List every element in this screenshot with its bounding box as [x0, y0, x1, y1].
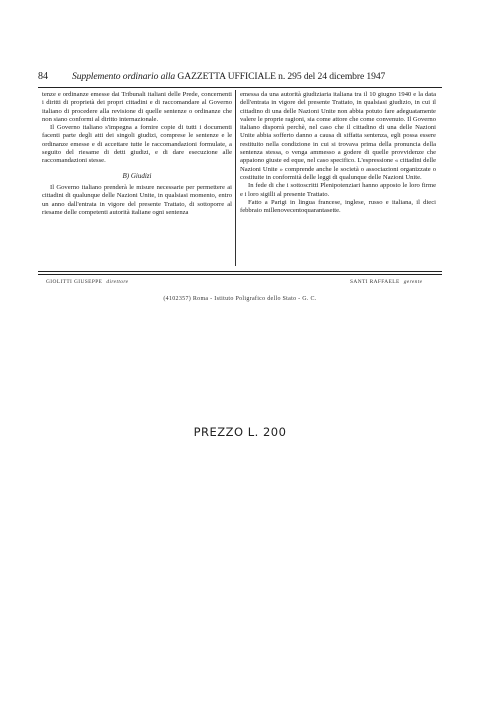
- manager-signature: [350, 279, 422, 285]
- right-paragraph-3: Fatto a Parigi in lingua francese, inglese, russo e italiana, il dieci febbraio millenovecentoquarantasette.: [240, 198, 436, 215]
- footer-rule-1: [38, 271, 442, 272]
- section-title: B) Giudizi: [122, 171, 152, 180]
- director-role: direttore: [106, 279, 129, 285]
- header-title: [72, 70, 385, 84]
- director-name: GIOLITTI GIUSEPPE: [46, 279, 103, 285]
- page-header: [38, 70, 442, 84]
- right-column: [240, 91, 436, 215]
- header-rule: [38, 87, 442, 88]
- left-paragraph-1: tenze e ordinanze emesse dai Tribunali italiani delle Prede, concernenti i diritti di proprietà dei propri cittadini e di raccomandare al Governo italiano di procedere alla revisione di quelle sentenze o ordinanze che non siano conformi al diritto internazionale.: [42, 91, 232, 123]
- page-number: 84: [38, 71, 48, 82]
- gazette-title: GAZZETTA UFFICIALE n. 295 del 24 dicembre 1947: [177, 71, 386, 82]
- left-column: [42, 91, 232, 217]
- printer-line: (4102357) Roma - Istituto Poligrafico dello Stato - G. C.: [163, 296, 317, 302]
- left-paragraph-2: Il Governo italiano s'impegna a fornire copie di tutti i documenti facenti parte degli atti dei singoli giudizi, comprese le sentenze e le ordinanze emesse e di accettare tutte le raccomandazioni formulate, a seguito del riesame di detti giudizi, e di dare esecuzione alle raccomandazioni stesse.: [42, 124, 232, 165]
- manager-name: SANTI RAFFAELE: [350, 279, 400, 285]
- price-label: PREZZO L. 200: [193, 425, 287, 439]
- manager-role: gerente: [403, 279, 423, 285]
- footer-rule-2: [38, 274, 442, 275]
- section-paragraph: Il Governo italiano prenderà le misure necessarie per permettere ai cittadini di qualunque delle Nazioni Unite, in qualsiasi momento, entro un anno dall'entrata in vigore del presente Trattato, di sottoporre al riesame delle competenti autorità italiane ogni sentenza: [42, 183, 232, 216]
- supplement-label: Supplemento ordinario alla: [72, 71, 176, 82]
- right-paragraph-1: emessa da una autorità giudiziaria italiana tra il 10 giugno 1940 e la data dell'entrata in vigore del presente Trattato, in qualsiasi giudizio, in cui il cittadino di una delle Nazioni Unite non abbia potuto fare adeguatamente valere le proprie ragioni, sia come attore che come convenuto. Il Governo italiano disporrà perchè, nel caso che il cittadino di una delle Nazioni Unite abbia sofferto danno a causa di siffatta sentenza, egli possa essere restituito nella condizione in cui si trovava prima della pronuncia della sentenza stessa, o venga ammesso a godere di quelle provvidenze che appaiono giuste ed eque, nel caso specifico. L'espressione « cittadini delle Nazioni Unite » comprende anche le società o associazioni organizzate o costituite in conformità delle leggi di qualunque delle Nazioni Unite.: [240, 91, 436, 181]
- director-signature: [46, 279, 128, 285]
- column-divider: [235, 90, 236, 266]
- right-paragraph-2: In fede di che i sottoscritti Plenipotenziari hanno apposto le loro firme e i loro sigilli al presente Trattato.: [240, 182, 436, 198]
